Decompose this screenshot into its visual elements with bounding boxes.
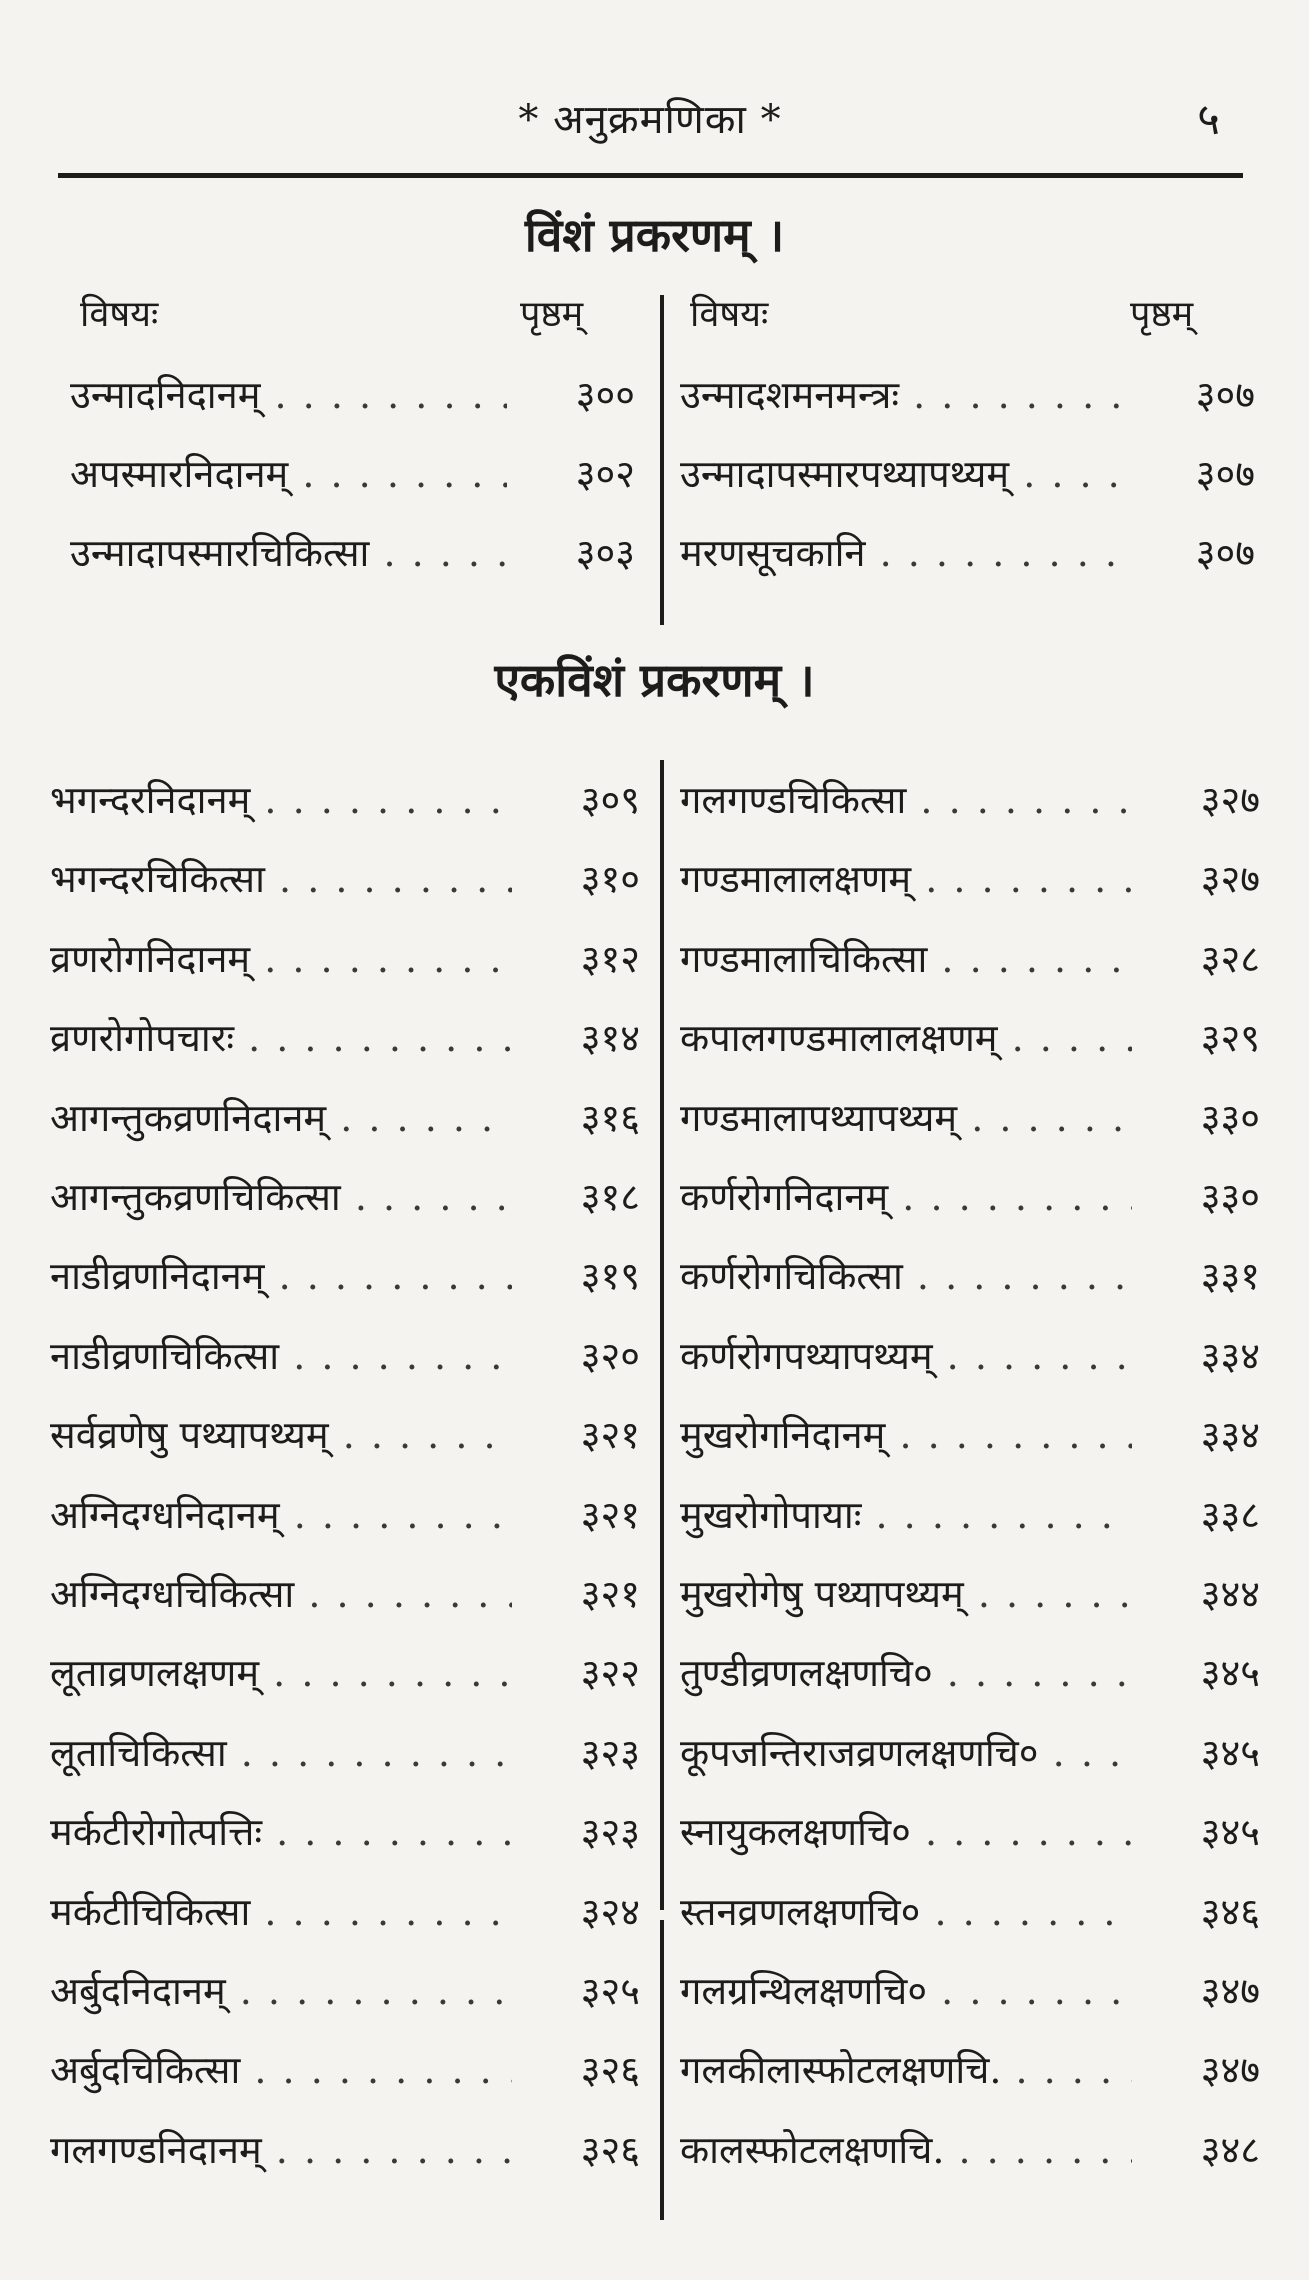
entry-page-number: ३३८ <box>1200 1492 1260 1537</box>
column-header-page-right: पृष्ठम् <box>1130 294 1194 335</box>
index-entry <box>50 1951 640 2031</box>
entry-topic: कर्णरोगचिकित्सा . . . <box>680 1236 1132 1316</box>
index-entry <box>680 998 1260 1078</box>
entry-topic: गलगण्डनिदानम् . . . <box>50 2110 512 2190</box>
section-heading-20: विंशं प्रकरणम् । <box>524 208 785 262</box>
index-entry <box>680 1951 1260 2031</box>
entry-page-number: ३२६ <box>580 2048 640 2093</box>
entry-page-number: ३१९ <box>580 1254 640 1299</box>
entry-topic: अग्निदग्धचिकित्सा . . . <box>50 1554 512 1634</box>
entry-page-number: ३२० <box>580 1333 640 1378</box>
header-rule <box>58 173 1243 178</box>
entry-page-number: ३४७ <box>1200 2048 1260 2093</box>
index-entry <box>70 513 635 593</box>
entry-topic: नाडीव्रणनिदानम् . . . <box>50 1236 512 1316</box>
index-entry <box>680 760 1260 840</box>
column-divider-section-21-upper <box>660 760 664 1910</box>
index-entry <box>680 1475 1260 1555</box>
entry-topic: गलग्रन्थिलक्षणचि० . . . <box>680 1951 1132 2031</box>
entry-topic: अग्निदग्धनिदानम् . . . <box>50 1475 512 1555</box>
entry-page-number: ३२३ <box>580 1810 640 1855</box>
entry-topic: उन्मादापस्मारचिकित्सा . . . <box>70 513 507 593</box>
entry-page-number: ३०९ <box>580 778 640 822</box>
entry-page-number: ३४५ <box>1200 1651 1260 1696</box>
index-entry <box>680 434 1255 514</box>
entry-page-number: ३१६ <box>580 1095 640 1140</box>
index-entry <box>680 2030 1260 2110</box>
entry-page-number: ३०७ <box>1195 452 1255 496</box>
entry-topic: आगन्तुकव्रणनिदानम् . . . <box>50 1078 512 1158</box>
entry-page-number: ३०३ <box>575 531 635 575</box>
entry-topic: मुखरोगोपायाः . . . <box>680 1475 1132 1555</box>
entry-page-number: ३२९ <box>1200 1016 1260 1061</box>
entry-page-number: ३२६ <box>580 2127 640 2172</box>
entry-topic: उन्मादशमनमन्त्रः . . . <box>680 355 1127 435</box>
entry-page-number: ३२३ <box>580 1730 640 1775</box>
entry-page-number: ३२७ <box>1200 778 1260 822</box>
index-entry <box>680 1633 1260 1713</box>
index-entry <box>50 1475 640 1555</box>
entry-topic: भगन्दरचिकित्सा . . . <box>50 839 512 919</box>
column-header-subject-right: विषयः <box>690 294 769 335</box>
column-header-subject-left: विषयः <box>80 294 159 335</box>
index-entry <box>50 1078 640 1158</box>
index-entry <box>50 1236 640 1316</box>
index-entry <box>680 1236 1260 1316</box>
entry-page-number: ३३१ <box>1200 1254 1260 1299</box>
entry-topic: मर्कटीचिकित्सा . . . <box>50 1872 512 1952</box>
entry-topic: मरणसूचकानि . . . <box>680 513 1127 593</box>
index-entry <box>50 1713 640 1793</box>
index-entry <box>50 2030 640 2110</box>
index-entry <box>680 1792 1260 1872</box>
index-entry <box>680 2110 1260 2190</box>
entry-page-number: ३१० <box>580 857 640 902</box>
entry-topic: तुण्डीव्रणलक्षणचि० . . . <box>680 1633 1132 1713</box>
index-entry <box>680 355 1255 435</box>
index-entry <box>50 1395 640 1475</box>
entry-page-number: ३०० <box>575 373 635 417</box>
entry-topic: कर्णरोगपथ्यापथ्यम् . . . <box>680 1316 1132 1396</box>
entry-topic: लूताचिकित्सा . . . <box>50 1713 512 1793</box>
index-entry <box>50 1633 640 1713</box>
entry-topic: भगन्दरनिदानम् . . . <box>50 760 512 840</box>
entry-page-number: ३२५ <box>580 1969 640 2013</box>
index-entry <box>680 1157 1260 1237</box>
index-entry <box>680 1872 1260 1952</box>
entry-topic: अपस्मारनिदानम् . . . <box>70 434 507 514</box>
entry-topic: अर्बुदनिदानम् . . . <box>50 1951 512 2031</box>
index-entry <box>50 1157 640 1237</box>
entry-page-number: ३१८ <box>580 1175 640 1219</box>
index-entry <box>50 1554 640 1634</box>
index-entry <box>50 1872 640 1952</box>
entry-topic: सर्वव्रणेषु पथ्यापथ्यम् . . . <box>50 1395 512 1475</box>
entry-topic: अर्बुदचिकित्सा . . . <box>50 2030 512 2110</box>
entry-page-number: ३४५ <box>1200 1730 1260 1775</box>
entry-topic: कालस्फोटलक्षणचि. . . . <box>680 2110 1132 2190</box>
entry-page-number: ३१४ <box>580 1016 640 1061</box>
column-divider-section-21-lower <box>660 1920 664 2220</box>
entry-topic: स्नायुकलक्षणचि० . . . <box>680 1792 1132 1872</box>
entry-page-number: ३२७ <box>1200 857 1260 902</box>
entry-page-number: ३३० <box>1200 1095 1260 1140</box>
entry-topic: मुखरोगनिदानम् . . . <box>680 1395 1132 1475</box>
entry-page-number: ३४४ <box>1200 1572 1260 1616</box>
page-number: ५ <box>1197 94 1220 145</box>
index-entry <box>50 1316 640 1396</box>
entry-page-number: ३४५ <box>1200 1810 1260 1855</box>
entry-topic: उन्मादनिदानम् . . . <box>70 355 507 435</box>
entry-page-number: ३२१ <box>580 1572 640 1616</box>
index-entry <box>680 919 1260 999</box>
index-entry <box>680 1316 1260 1396</box>
entry-page-number: ३३४ <box>1200 1413 1260 1458</box>
index-entry <box>680 1554 1260 1634</box>
index-entry <box>50 2110 640 2190</box>
entry-page-number: ३२१ <box>580 1492 640 1537</box>
entry-page-number: ३३० <box>1200 1175 1260 1219</box>
index-entry <box>70 434 635 514</box>
entry-topic: उन्मादापस्मारपथ्यापथ्यम् . . . <box>680 434 1127 514</box>
entry-page-number: ३१२ <box>580 936 640 981</box>
index-entry <box>50 839 640 919</box>
entry-page-number: ३२२ <box>580 1651 640 1696</box>
index-entry <box>50 760 640 840</box>
index-entry <box>50 998 640 1078</box>
entry-topic: कर्णरोगनिदानम् . . . <box>680 1157 1132 1237</box>
entry-topic: मर्कटीरोगोत्पत्तिः . . . <box>50 1792 512 1872</box>
column-header-page-left: पृष्ठम् <box>520 294 584 335</box>
running-title: * अनुक्रमणिका * <box>518 97 782 143</box>
entry-topic: गण्डमालाचिकित्सा . . . <box>680 919 1132 999</box>
entry-topic: गण्डमालालक्षणम् . . . <box>680 839 1132 919</box>
index-entry <box>50 1792 640 1872</box>
entry-page-number: ३४७ <box>1200 1969 1260 2013</box>
entry-page-number: ३२८ <box>1200 936 1260 981</box>
index-entry <box>70 355 635 435</box>
entry-topic: गलगण्डचिकित्सा . . . <box>680 760 1132 840</box>
index-entry <box>680 513 1255 593</box>
column-divider-section-20 <box>660 295 664 625</box>
entry-topic: कूपजन्तिराजव्रणलक्षणचि० . . . <box>680 1713 1132 1793</box>
entry-topic: व्रणरोगनिदानम् . . . <box>50 919 512 999</box>
entry-page-number: ३४८ <box>1200 2127 1260 2172</box>
index-entry <box>50 919 640 999</box>
entry-page-number: ३०७ <box>1195 373 1255 417</box>
entry-page-number: ३३४ <box>1200 1333 1260 1378</box>
section-heading-21: एकविंशं प्रकरणम् । <box>494 653 815 707</box>
entry-topic: कपालगण्डमालालक्षणम् . . . <box>680 998 1132 1078</box>
index-entry <box>680 1078 1260 1158</box>
index-entry <box>680 1713 1260 1793</box>
entry-page-number: ३०२ <box>575 452 635 496</box>
entry-topic: नाडीव्रणचिकित्सा . . . <box>50 1316 512 1396</box>
running-head <box>60 85 1240 155</box>
entry-topic: स्तनव्रणलक्षणचि० . . . <box>680 1872 1132 1952</box>
entry-page-number: ३२४ <box>580 1889 640 1934</box>
index-entry <box>680 839 1260 919</box>
entry-topic: व्रणरोगोपचारः . . . <box>50 998 512 1078</box>
entry-topic: गण्डमालापथ्यापथ्यम् . . . <box>680 1078 1132 1158</box>
entry-page-number: ३४६ <box>1200 1889 1260 1934</box>
index-entry <box>680 1395 1260 1475</box>
entry-topic: मुखरोगेषु पथ्यापथ्यम् . . . <box>680 1554 1132 1634</box>
entry-topic: गलकीलास्फोटलक्षणचि. . . . <box>680 2030 1132 2110</box>
entry-page-number: ३०७ <box>1195 531 1255 575</box>
entry-topic: लूताव्रणलक्षणम् . . . <box>50 1633 512 1713</box>
entry-topic: आगन्तुकव्रणचिकित्सा . . . <box>50 1157 512 1237</box>
entry-page-number: ३२१ <box>580 1413 640 1458</box>
